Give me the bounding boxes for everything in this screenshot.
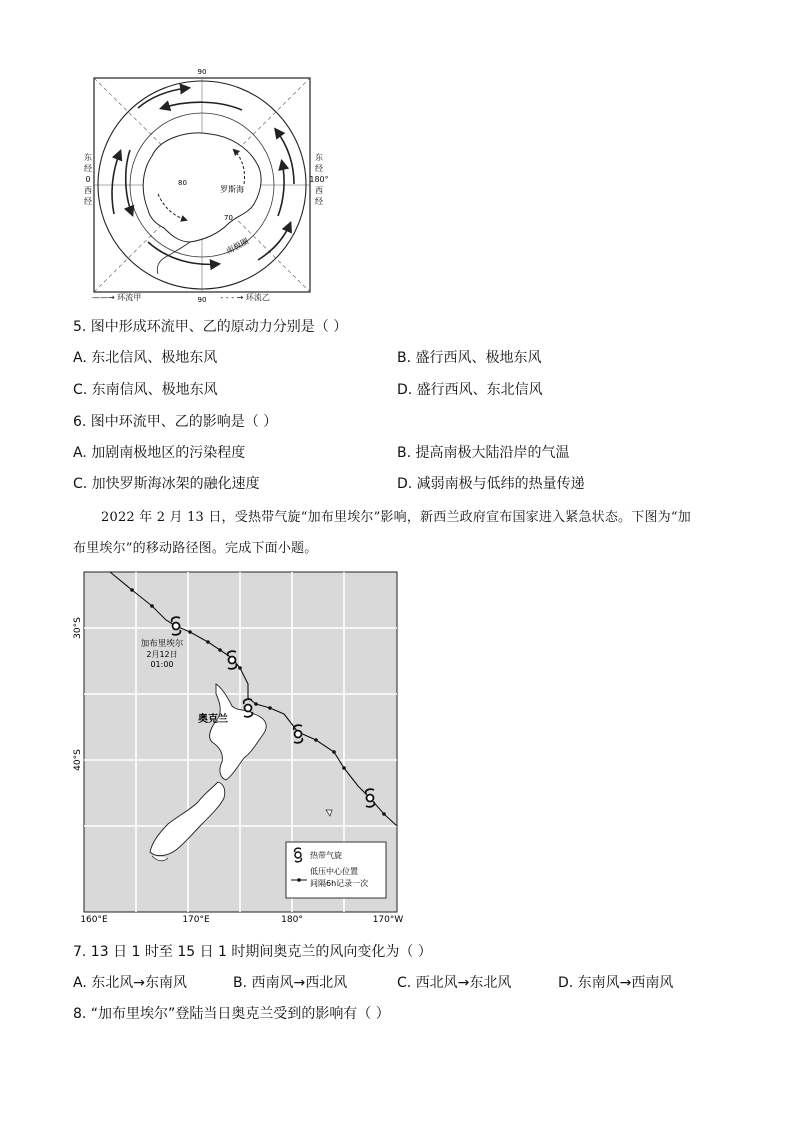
passage-line-1: 2022 年 2 月 13 日，受热带气旋“加布里埃尔”影响，新西兰政府宣布国家进入紧急状态。下图为“加 bbox=[101, 510, 691, 525]
cyclone-track-map bbox=[72, 566, 412, 926]
q5-option-b[interactable]: B. 盛行西风、极地东风 bbox=[397, 350, 542, 366]
q6-option-c[interactable]: C. 加快罗斯海冰架的融化速度 bbox=[73, 476, 260, 492]
q6-option-d[interactable]: D. 减弱南极与低纬的热量传递 bbox=[397, 476, 585, 492]
q7-option-c[interactable]: C. 西北风→东北风 bbox=[397, 975, 512, 991]
antarctic-circulation-figure bbox=[78, 64, 330, 308]
legend-cyclone-label: 热带气旋 bbox=[310, 851, 342, 860]
q8-stem: 8. “加布里埃尔”登陆当日奥克兰受到的影响有（ ） bbox=[73, 1006, 390, 1022]
q5-option-c[interactable]: C. 东南信风、极地东风 bbox=[73, 382, 218, 398]
cyclone-name-label: 加布里埃尔 bbox=[140, 639, 184, 649]
fig1-left-label: 东 经 0 西 经 bbox=[84, 153, 92, 206]
legend-dot-icon bbox=[297, 878, 301, 882]
legend-low-2: 间隔6h记录一次 bbox=[310, 879, 369, 888]
lon-170e-label: 170°E bbox=[182, 915, 210, 925]
q6-stem: 6. 图中环流甲、乙的影响是（ ） bbox=[73, 414, 278, 430]
fig1-label-70: 70 bbox=[224, 214, 233, 222]
q7-option-a[interactable]: A. 东北风→东南风 bbox=[73, 975, 187, 991]
q6-option-b[interactable]: B. 提高南极大陆沿岸的气温 bbox=[397, 445, 570, 461]
cyclone-time-label: 01:00 bbox=[150, 660, 174, 669]
fig1-label-80: 80 bbox=[178, 179, 187, 187]
q6-option-a[interactable]: A. 加剧南极地区的污染程度 bbox=[73, 445, 246, 461]
q7-option-d[interactable]: D. 东南风→西南风 bbox=[558, 975, 674, 991]
q5-option-a[interactable]: A. 东北信风、极地东风 bbox=[73, 350, 218, 366]
fig1-ross-sea-label: 罗斯海 bbox=[220, 185, 244, 194]
legend-dashed-arrow-icon: - - - → bbox=[220, 293, 244, 302]
q7-option-b[interactable]: B. 西南风→西北风 bbox=[233, 975, 348, 991]
lon-180-label: 180° bbox=[281, 915, 303, 925]
q5-stem: 5. 图中形成环流甲、乙的原动力分别是（ ） bbox=[73, 319, 348, 335]
fig1-top-label: 90 bbox=[197, 68, 207, 76]
fig1-legend: ——→ 环流甲 - - - → 环流乙 bbox=[92, 293, 270, 302]
passage-line-2: 布里埃尔”的移动路径图。完成下面小题。 bbox=[73, 541, 318, 556]
fig1-bottom-label: 90 bbox=[197, 296, 207, 304]
lon-160e-label: 160°E bbox=[80, 915, 108, 925]
lat-40s-label: 40°S bbox=[73, 749, 83, 771]
fig1-antarctic-circle-label: 南极圈 bbox=[224, 236, 251, 256]
legend-low-1: 低压中心位置 bbox=[310, 867, 358, 876]
auckland-label: 奥克兰 bbox=[198, 714, 228, 725]
q5-option-d[interactable]: D. 盛行西风、东北信风 bbox=[397, 382, 543, 398]
lat-30s-label: 30°S bbox=[73, 617, 83, 639]
lon-170w-label: 170°W bbox=[372, 915, 404, 925]
fig1-right-label: 东 经 180° 西 经 bbox=[309, 153, 329, 206]
cyclone-date-label: 2月12日 bbox=[146, 650, 178, 659]
q7-stem: 7. 13 日 1 时至 15 日 1 时期间奥克兰的风向变化为（ ） bbox=[73, 944, 432, 960]
legend-solid-arrow-icon: ——→ bbox=[92, 293, 115, 302]
